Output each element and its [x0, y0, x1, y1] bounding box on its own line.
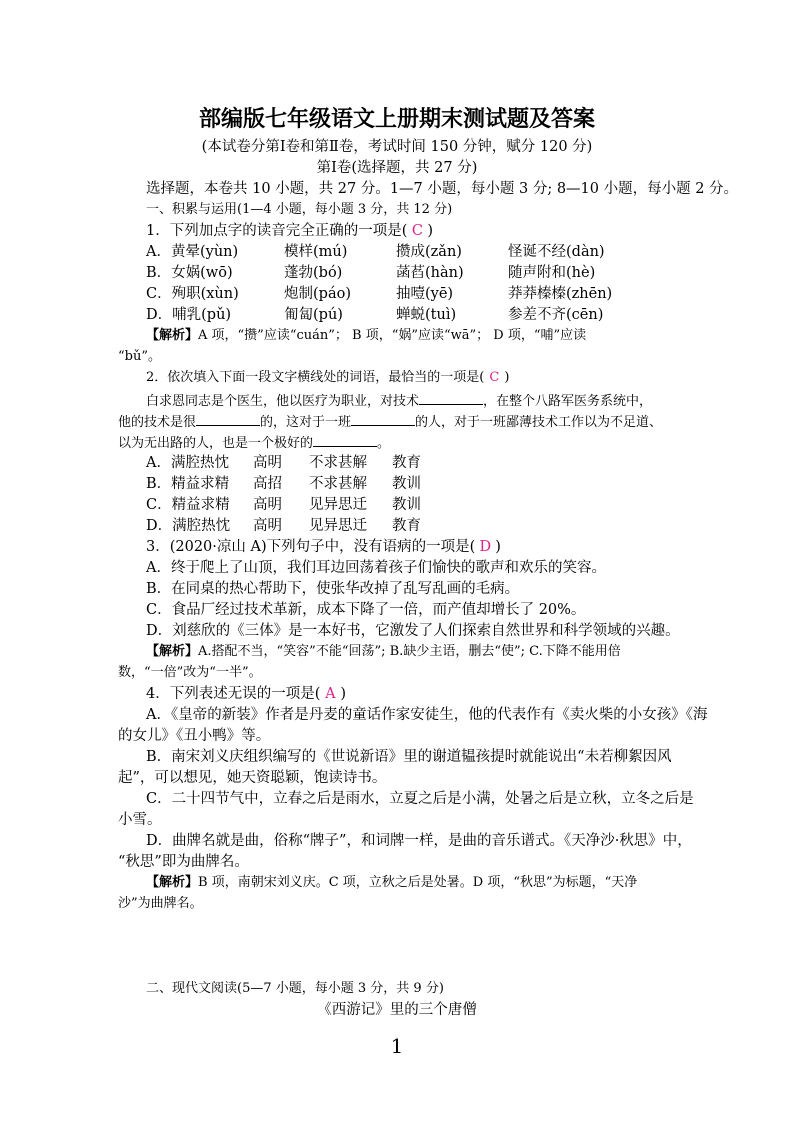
q2-stem-text: 2．依次填入下面一段文字横线处的词语，最恰当的一项是( [146, 370, 485, 385]
q1-option-d-1: D．哺乳(pǔ) [146, 307, 232, 323]
q2-answer: C [489, 370, 500, 385]
q2-option-d-3: 见异思迁 [309, 518, 367, 534]
q3-stem-text: 3．(2020·凉山 A)下列句子中，没有语病的一项是( [146, 539, 476, 555]
q2-option-c-2: 高明 [253, 497, 282, 513]
q4-option-d: D．曲牌名就是曲，俗称“牌子”，和词牌一样，是曲的音乐谱式。《天净沙·秋思》中， [146, 833, 692, 849]
q3-option-b: B．在同桌的热心帮助下，使张华改掉了乱写乱画的毛病。 [146, 581, 520, 597]
section1-heading: 一、积累与运用(1—4 小题，每小题 3 分，共 12 分) [146, 202, 453, 217]
q3-option-d: D．刘慈欣的《三体》是一本好书，它激发了人们探索自然世界和科学领域的兴趣。 [146, 623, 680, 639]
q1-option-a-3: 攒成(zǎn) [396, 244, 462, 260]
q2-option-d-2: 高明 [253, 518, 282, 534]
page-number: 1 [390, 1034, 404, 1058]
q4-close: ) [340, 686, 347, 702]
q2-stem [146, 368, 509, 388]
q1-analysis-label: 【解析】 [146, 328, 199, 343]
q1-analysis-cont: “bǔ”。 [118, 349, 161, 364]
q3-analysis-text: A.搭配不当，“笑容”不能“回荡”; B.缺少主语，删去“使”; C.下降不能用倍 [198, 644, 621, 659]
q4-option-d-cont: “秋思”即为曲牌名。 [118, 854, 249, 870]
q2-option-c-4: 教训 [392, 497, 421, 513]
q2-option-b-4: 教训 [392, 476, 421, 492]
q4-analysis-text: B 项，南朝宋刘义庆。C 项，立秋之后是处暑。D 项，“秋思”为标题，“天净 [198, 875, 638, 890]
q1-option-a-2: 模样(mú) [284, 244, 348, 260]
q1-stem-text: 1．下列加点字的读音完全正确的一项是( [146, 223, 408, 239]
section2-heading: 二、现代文阅读(5—7 小题，每小题 3 分，共 9 分) [146, 981, 444, 996]
exam-title: 部编版七年级语文上册期末测试题及答案 [198, 106, 595, 132]
q4-option-a-cont: 的女儿》《丑小鸭》等。 [118, 728, 271, 744]
q4-option-b-cont: 起”，可以想见，她天资聪颖，饱读诗书。 [118, 770, 387, 786]
q3-stem [146, 537, 501, 557]
q2-option-a-1: A．满腔热忱 [146, 455, 229, 471]
q2-passage-line-2 [118, 411, 662, 433]
q4-option-c: C．二十四节气中，立春之后是雨水，立夏之后是小满，处暑之后是立秋，立冬之后是 [146, 791, 694, 807]
q2-close: ) [504, 370, 510, 385]
q4-answer: A [325, 686, 336, 702]
q4-analysis [146, 873, 637, 893]
q2-option-a-2: 高明 [253, 455, 282, 471]
q1-answer: C [411, 223, 423, 239]
q2-text-3b: 。 [377, 436, 391, 451]
q2-text-2a: 他的技术是很 [118, 415, 197, 430]
q1-analysis [146, 326, 586, 346]
q2-option-d-4: 教育 [392, 518, 421, 534]
q2-blank-2 [196, 411, 260, 426]
q1-option-b-2: 蓬勃(bó) [284, 265, 343, 281]
q2-option-c-1: C．精益求精 [146, 497, 230, 513]
q1-option-c-1: C．殉职(xùn) [146, 286, 239, 302]
q2-text-2c: 的人，对于一班鄙薄技术工作以为不足道、 [415, 415, 663, 430]
q3-analysis-cont: 数，“一倍”改为“一半”。 [118, 665, 262, 680]
q3-option-a: A．终于爬上了山顶，我们耳边回荡着孩子们愉快的歌声和欢乐的笑容。 [146, 560, 606, 576]
q3-option-c: C．食品厂经过技术革新，成本下降了一倍，而产值却增长了 20%。 [146, 602, 586, 618]
q2-option-b-2: 高招 [253, 476, 282, 492]
q2-option-a-4: 教育 [392, 455, 421, 471]
intro-line: 选择题，本卷共 10 小题，共 27 分。1—7 小题，每小题 3 分; 8—10 小题，每小题 2 分。 [146, 181, 739, 197]
q1-option-b-3: 菡萏(hàn) [396, 265, 464, 281]
q1-option-d-2: 匍匐(pú) [284, 307, 343, 323]
q1-option-b-4: 随声附和(hè) [508, 265, 596, 281]
q2-blank-4 [313, 432, 377, 447]
q1-option-c-4: 莽莽榛榛(zhēn) [508, 286, 613, 302]
q3-analysis-label: 【解析】 [146, 644, 199, 659]
q2-option-b-1: B．精益求精 [146, 476, 230, 492]
q2-text-1a: 白求恩同志是个医生，他以医疗为职业，对技术 [146, 394, 420, 409]
q2-option-d-1: D．满腔热忱 [146, 518, 231, 534]
q1-option-c-3: 抽噎(yē) [396, 286, 454, 302]
q4-stem [146, 684, 346, 704]
q2-option-b-3: 不求甚解 [309, 476, 367, 492]
q2-blank-1 [419, 390, 483, 405]
q1-option-c-2: 炮制(páo) [284, 286, 351, 302]
q1-close: ) [427, 223, 434, 239]
q4-option-a: A．《皇帝的新装》作者是丹麦的童话作家安徒生，他的代表作有《卖火柴的小女孩》《海 [146, 707, 708, 723]
q1-analysis-text: A 项，“攒”应读“cuán”； B 项，“娲”应读“wā”； D 项，“哺”应读 [198, 328, 587, 343]
q1-option-d-4: 参差不齐(cēn) [508, 307, 604, 323]
q2-option-a-3: 不求甚解 [309, 455, 367, 471]
passage-title: 《西游记》里的三个唐僧 [317, 1002, 477, 1018]
q1-option-a-1: A．黄晕(yùn) [146, 244, 239, 260]
q2-passage-line-1 [146, 390, 652, 412]
q1-stem [146, 221, 433, 241]
q4-option-b: B．南宋刘义庆组织编写的《世说新语》里的谢道韫孩提时就能说出“未若柳絮因风 [146, 749, 672, 765]
q4-option-c-cont: 小雪。 [118, 812, 162, 828]
part1-title: 第Ⅰ卷(选择题，共 27 分) [316, 160, 478, 176]
q2-text-3a: 以为无出路的人，也是一个极好的 [118, 436, 314, 451]
q3-analysis [146, 642, 621, 662]
q4-stem-text: 4．下列表述无误的一项是( [146, 686, 321, 702]
q1-option-a-4: 怪诞不经(dàn) [508, 244, 605, 260]
q3-close: ) [495, 539, 501, 555]
q1-option-d-3: 蝉蜕(tuì) [396, 307, 457, 323]
q2-text-1b: ，在整个八路军医务系统中， [483, 394, 653, 409]
q4-analysis-label: 【解析】 [146, 875, 199, 890]
q1-option-b-1: B．女娲(wō) [146, 265, 233, 281]
q2-option-c-3: 见异思迁 [309, 497, 367, 513]
q2-blank-3 [351, 411, 415, 426]
q2-passage-line-3 [118, 432, 390, 454]
q2-text-2b: 的，这对于一班 [260, 415, 352, 430]
q3-answer: D [479, 539, 492, 555]
q4-analysis-cont: 沙”为曲牌名。 [118, 896, 203, 911]
exam-note: (本试卷分第Ⅰ卷和第Ⅱ卷，考试时间 150 分钟，赋分 120 分) [201, 139, 593, 155]
